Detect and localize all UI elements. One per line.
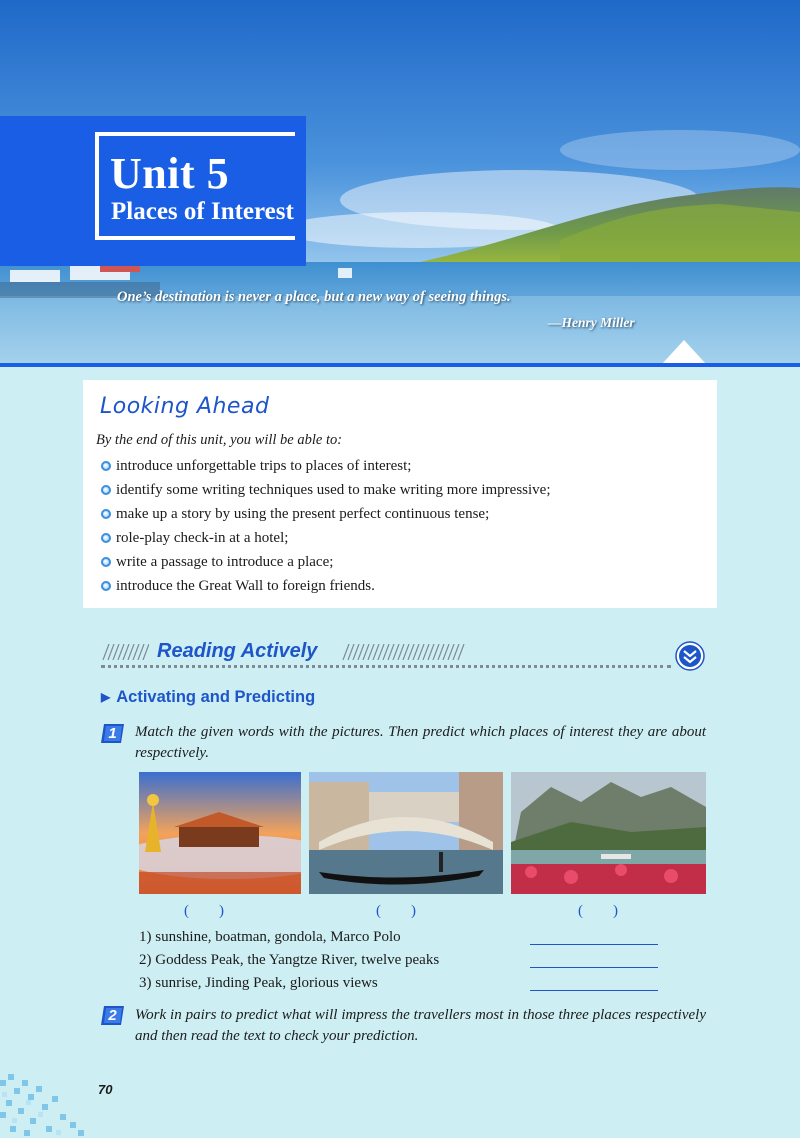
objective-text: write a passage to introduce a place; — [116, 554, 334, 570]
list-item — [101, 550, 551, 574]
bullet-icon — [101, 557, 111, 567]
bullet-icon — [101, 581, 111, 591]
picture-golden-buddha — [139, 772, 301, 894]
dotted-divider — [101, 665, 671, 668]
objectives-list — [101, 454, 551, 598]
option-item: 1) sunshine, boatman, gondola, Marco Polo — [139, 929, 401, 945]
bullet-icon — [101, 509, 111, 519]
page-number: 70 — [98, 1082, 113, 1097]
unit-title: Places of Interest — [111, 198, 294, 225]
subsection-label: Activating and Predicting — [116, 688, 316, 706]
triangle-right-icon: ▶ — [101, 690, 111, 704]
task-number-badge — [101, 1006, 124, 1025]
task-number-badge — [101, 724, 124, 743]
option-item: 2) Goddess Peak, the Yangtze River, twelve peaks — [139, 952, 440, 968]
epigraph-author: —Henry Miller — [548, 315, 635, 330]
picture-yangtze-gorge — [511, 772, 706, 894]
subsection-title — [101, 688, 315, 707]
hatch-decoration-icon — [341, 644, 465, 660]
answer-line[interactable] — [530, 967, 658, 968]
looking-ahead-title: Looking Ahead — [100, 394, 270, 419]
epigraph-quote: One’s destination is never a place, but a new way of seeing things. — [117, 289, 511, 305]
task-number: 2 — [108, 1007, 117, 1024]
reading-actively-header — [101, 638, 701, 678]
objective-text: make up a story by using the present perfect continuous tense; — [116, 506, 490, 522]
section-title: Reading Actively — [157, 640, 318, 662]
objective-text: introduce unforgettable trips to places of interest; — [116, 458, 412, 474]
list-item — [101, 502, 551, 526]
answer-line[interactable] — [530, 944, 658, 945]
answer-blank[interactable]: ( ) — [578, 903, 618, 919]
list-item — [101, 454, 551, 478]
objective-text: role-play check-in at a hotel; — [116, 530, 289, 546]
looking-ahead-panel — [83, 380, 717, 608]
picture-venice-bridge — [309, 772, 503, 894]
bullet-icon — [101, 485, 111, 495]
answer-line[interactable] — [530, 990, 658, 991]
task1-instruction: Match the given words with the pictures. Then predict which places of interest they are about respectively. — [135, 724, 706, 761]
bullet-icon — [101, 533, 111, 543]
chevron-down-icon[interactable] — [675, 641, 705, 671]
bullet-icon — [101, 461, 111, 471]
unit-number: Unit 5 — [110, 149, 230, 198]
hatch-decoration-icon — [101, 644, 149, 660]
pixel-pattern-decoration — [0, 1060, 90, 1138]
answer-blank[interactable]: ( ) — [184, 903, 224, 919]
banner-divider — [0, 363, 800, 367]
task2-instruction: Work in pairs to predict what will impress the travellers most in those three places respectively and then read the text to check your prediction. — [135, 1007, 706, 1044]
looking-ahead-intro: By the end of this unit, you will be able to: — [96, 432, 343, 448]
objective-text: identify some writing techniques used to make writing more impressive; — [116, 482, 551, 498]
list-item — [101, 478, 551, 502]
banner-notch — [662, 340, 706, 364]
option-item: 3) sunrise, Jinding Peak, glorious views — [139, 975, 378, 991]
task-number: 1 — [108, 725, 117, 742]
list-item — [101, 526, 551, 550]
list-item — [101, 574, 551, 598]
objective-text: introduce the Great Wall to foreign friends. — [116, 578, 375, 594]
answer-blank[interactable]: ( ) — [376, 903, 416, 919]
